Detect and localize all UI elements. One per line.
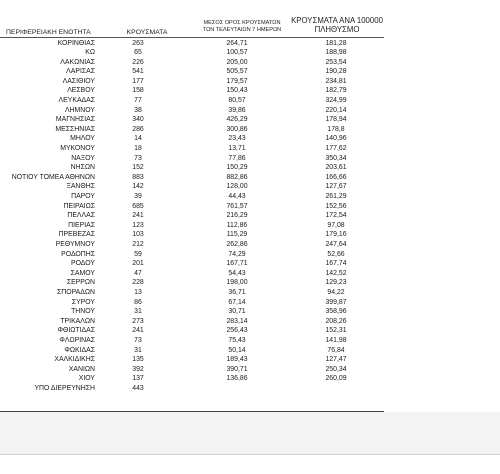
- table-row: [0, 154, 400, 164]
- per100k-cell: 178,8: [327, 125, 345, 133]
- cases-cell: 77: [134, 97, 142, 105]
- region-cell: ΠΕΛΛΑΣ: [67, 212, 95, 220]
- avg-cell: 75,43: [228, 336, 246, 344]
- cases-cell: 47: [134, 269, 142, 277]
- per100k-cell: 261,29: [325, 193, 347, 200]
- cases-cell: 142: [132, 183, 144, 191]
- cases-cell: 226: [132, 58, 144, 66]
- table-row: [0, 192, 400, 202]
- table-row: [0, 269, 400, 279]
- header-cases: ΚΡΟΥΣΜΑΤΑ: [126, 29, 168, 36]
- table-row: [0, 221, 400, 231]
- avg-cell: 30,71: [228, 308, 246, 316]
- per100k-cell: 167,74: [325, 260, 347, 268]
- region-cell: ΦΛΩΡΙΝΑΣ: [59, 336, 95, 344]
- table-row: [0, 288, 400, 298]
- region-cell: ΜΑΓΝΗΣΙΑΣ: [55, 116, 95, 124]
- region-cell: ΞΑΝΘΗΣ: [66, 183, 95, 191]
- region-cell: ΣΕΡΡΩΝ: [66, 279, 95, 287]
- cases-cell: 685: [132, 202, 144, 210]
- avg-cell: 505,57: [226, 68, 248, 76]
- cases-cell: 13: [134, 288, 142, 296]
- per100k-cell: 142,52: [325, 269, 347, 277]
- cases-cell: 65: [134, 49, 142, 57]
- table-row: [0, 202, 400, 212]
- per100k-cell: 358,96: [325, 308, 347, 316]
- cases-cell: 38: [134, 106, 142, 114]
- header-region: ΠΕΡΙΦΕΡΕΙΑΚΗ ΕΝΟΤΗΤΑ: [6, 29, 91, 36]
- cases-cell: 137: [132, 375, 144, 383]
- region-cell: ΜΗΛΟΥ: [70, 135, 95, 143]
- per100k-cell: 129,23: [325, 279, 347, 287]
- table-row: [0, 326, 400, 336]
- cases-cell: 201: [132, 260, 144, 268]
- cases-cell: 14: [134, 135, 142, 143]
- avg-cell: 390,71: [226, 365, 248, 373]
- table-row: [0, 355, 400, 365]
- per100k-cell: 250,34: [325, 365, 347, 373]
- cases-cell: 273: [132, 317, 144, 325]
- per100k-cell: 97,08: [327, 221, 345, 229]
- region-cell: ΝΑΞΟΥ: [71, 154, 95, 162]
- region-cell: ΠΙΕΡΙΑΣ: [68, 221, 95, 229]
- region-cell: ΛΗΜΝΟΥ: [64, 106, 95, 114]
- per100k-cell: 399,87: [325, 298, 347, 306]
- region-cell: ΡΟΔΟΥ: [70, 260, 95, 268]
- table-header: [0, 16, 500, 38]
- per100k-cell: 127,67: [325, 183, 347, 191]
- cases-cell: 241: [132, 327, 144, 335]
- region-cell: ΛΑΚΩΝΙΑΣ: [60, 58, 95, 66]
- table-row: [0, 163, 400, 173]
- cases-cell: 31: [134, 346, 142, 354]
- region-cell: ΜΥΚΟΝΟΥ: [60, 145, 95, 153]
- avg-cell: 13,71: [228, 145, 246, 153]
- table-row: [0, 307, 400, 317]
- avg-cell: 112,86: [226, 221, 248, 229]
- region-cell: ΛΑΡΙΣΑΣ: [66, 68, 95, 76]
- avg-cell: 256,43: [226, 327, 248, 335]
- region-cell: ΠΕΙΡΑΙΩΣ: [63, 202, 95, 210]
- region-cell: ΤΗΝΟΥ: [71, 308, 95, 316]
- cases-cell: 158: [132, 87, 144, 95]
- avg-cell: 77,86: [228, 154, 246, 162]
- per100k-cell: 127,47: [325, 356, 347, 364]
- avg-cell: 198,00: [226, 279, 248, 287]
- cases-cell: 73: [134, 336, 142, 344]
- table-row: [0, 134, 400, 144]
- header-per100k-line1: ΚΡΟΥΣΜΑΤΑ ΑΝΑ 100000: [291, 16, 383, 25]
- region-cell: ΦΘΙΩΤΙΔΑΣ: [57, 327, 95, 335]
- per100k-cell: 52,66: [327, 250, 345, 258]
- region-cell: ΝΗΣΩΝ: [70, 164, 95, 172]
- region-cell: ΛΕΥΚΑΔΑΣ: [58, 97, 95, 105]
- table-row: [0, 250, 400, 260]
- region-cell: ΛΕΣΒΟΥ: [67, 87, 95, 95]
- table-row: [0, 346, 400, 356]
- table-row: [0, 374, 400, 384]
- avg-cell: 74,29: [228, 250, 246, 258]
- table-row: [0, 39, 400, 49]
- per100k-cell: 188,98: [325, 49, 347, 57]
- avg-cell: 882,86: [226, 173, 248, 181]
- avg-cell: 150,29: [226, 164, 248, 172]
- table-row: [0, 48, 400, 58]
- per100k-cell: 324,99: [325, 97, 347, 105]
- table-row: [0, 96, 400, 106]
- region-cell: ΠΑΡΟΥ: [71, 193, 95, 200]
- avg-cell: 39,86: [228, 106, 246, 114]
- avg-cell: 136,86: [226, 375, 248, 383]
- per100k-cell: 190,28: [325, 68, 347, 76]
- table-row: [0, 182, 400, 192]
- avg-cell: 300,86: [226, 125, 248, 133]
- avg-cell: 80,57: [228, 97, 246, 105]
- cases-cell: 392: [132, 365, 144, 373]
- avg-cell: 264,71: [226, 39, 248, 47]
- cases-cell: 123: [132, 221, 144, 229]
- cases-cell: 883: [132, 173, 144, 181]
- per100k-cell: 94,22: [327, 288, 345, 296]
- region-cell: ΚΟΡΙΝΘΙΑΣ: [57, 39, 95, 47]
- avg-cell: 54,43: [228, 269, 246, 277]
- cases-cell: 73: [134, 154, 142, 162]
- region-cell: ΧΑΛΚΙΔΙΚΗΣ: [54, 356, 95, 364]
- per100k-cell: 177,62: [325, 145, 347, 153]
- cases-cell: 31: [134, 308, 142, 316]
- region-cell: ΣΑΜΟΥ: [70, 269, 95, 277]
- per100k-cell: 166,66: [325, 173, 347, 181]
- avg-cell: 426,29: [226, 116, 248, 124]
- table-row: [0, 211, 400, 221]
- cases-cell: 86: [134, 298, 142, 306]
- table-row: [0, 298, 400, 308]
- table-row: [0, 144, 400, 154]
- avg-cell: 216,29: [226, 212, 248, 220]
- cases-cell: 39: [134, 193, 142, 200]
- avg-cell: 36,71: [228, 288, 246, 296]
- table-row: [0, 86, 400, 96]
- table-body: [0, 39, 400, 394]
- cases-cell: 228: [132, 279, 144, 287]
- header-avg: [196, 20, 288, 34]
- cases-cell: 443: [132, 384, 144, 392]
- avg-cell: 179,57: [226, 77, 248, 85]
- cases-cell: 286: [132, 125, 144, 133]
- per100k-cell: 247,64: [325, 240, 347, 248]
- table-row: [0, 278, 400, 288]
- region-cell: ΡΟΔΟΠΗΣ: [61, 250, 95, 258]
- region-cell: ΧΑΝΙΩΝ: [68, 365, 95, 373]
- region-cell: ΥΠΟ ΔΙΕΡΕΥΝΗΣΗ: [34, 384, 95, 392]
- per100k-cell: 182,79: [325, 87, 347, 95]
- header-per100k-line2: ΠΛΗΘΥΣΜΟ: [314, 24, 360, 34]
- cases-cell: 340: [132, 116, 144, 124]
- per100k-cell: 234,81: [325, 77, 347, 85]
- header-per100k: [282, 17, 392, 34]
- per100k-cell: 179,16: [325, 231, 347, 239]
- cases-cell: 135: [132, 356, 144, 364]
- region-cell: ΡΕΘΥΜΝΟΥ: [55, 240, 95, 248]
- region-cell: ΧΙΟΥ: [78, 375, 95, 383]
- per100k-cell: 208,26: [325, 317, 347, 325]
- table-row: [0, 384, 400, 394]
- region-cell: ΣΥΡΟΥ: [71, 298, 95, 306]
- region-cell: ΤΡΙΚΑΛΩΝ: [60, 317, 95, 325]
- table-row: [0, 77, 400, 87]
- per100k-cell: 220,14: [325, 106, 347, 114]
- table-row: [0, 317, 400, 327]
- avg-cell: 100,57: [226, 49, 248, 57]
- avg-cell: 44,43: [228, 193, 246, 200]
- avg-cell: 262,86: [226, 240, 248, 248]
- footer-divider: [0, 454, 500, 455]
- region-cell: ΠΡΕΒΕΖΑΣ: [58, 231, 95, 239]
- table-row: [0, 336, 400, 346]
- per100k-cell: 178,94: [325, 116, 347, 124]
- region-cell: ΚΩ: [85, 49, 95, 57]
- per100k-cell: 172,54: [325, 212, 347, 220]
- table-row: [0, 115, 400, 125]
- header-avg-line2: ΤΩΝ ΤΕΛΕΥΤΑΙΩΝ 7 ΗΜΕΡΩΝ: [202, 27, 282, 33]
- per100k-cell: 140,96: [325, 135, 347, 143]
- avg-cell: 115,29: [226, 231, 248, 239]
- cases-cell: 177: [132, 77, 144, 85]
- per100k-cell: 181,28: [325, 39, 347, 47]
- avg-cell: 23,43: [228, 135, 246, 143]
- per100k-cell: 152,56: [325, 202, 347, 210]
- avg-cell: 67,14: [228, 298, 246, 306]
- per100k-cell: 253,54: [325, 58, 347, 66]
- cases-cell: 541: [132, 68, 144, 76]
- region-cell: ΝΟΤΙΟΥ ΤΟΜΕΑ ΑΘΗΝΩΝ: [11, 173, 95, 181]
- table-row: [0, 58, 400, 68]
- cases-cell: 18: [134, 145, 142, 153]
- footer-area: [0, 412, 500, 454]
- table-row: [0, 259, 400, 269]
- table-row: [0, 106, 400, 116]
- cases-cell: 59: [134, 250, 142, 258]
- region-cell: ΣΠΟΡΑΔΩΝ: [56, 288, 95, 296]
- cases-cell: 103: [132, 231, 144, 239]
- per100k-cell: 152,31: [325, 327, 347, 335]
- cases-cell: 241: [132, 212, 144, 220]
- per100k-cell: 76,84: [327, 346, 345, 354]
- cases-cell: 152: [132, 164, 144, 172]
- per100k-cell: 141,98: [325, 336, 347, 344]
- table-row: [0, 173, 400, 183]
- avg-cell: 128,00: [226, 183, 248, 191]
- region-cell: ΦΩΚΙΔΑΣ: [64, 346, 95, 354]
- per100k-cell: 203,61: [325, 164, 347, 172]
- table-row: [0, 365, 400, 375]
- table-row: [0, 230, 400, 240]
- avg-cell: 50,14: [228, 346, 246, 354]
- header-avg-line1: ΜΕΣΟΣ ΟΡΟΣ ΚΡΟΥΣΜΑΤΩΝ: [203, 20, 281, 26]
- avg-cell: 167,71: [226, 260, 248, 268]
- cases-cell: 263: [132, 39, 144, 47]
- per100k-cell: 350,34: [325, 154, 347, 162]
- per100k-cell: 260,09: [325, 375, 347, 383]
- region-cell: ΜΕΣΣΗΝΙΑΣ: [55, 125, 95, 133]
- region-cell: ΛΑΣΙΘΙΟΥ: [62, 77, 95, 85]
- table-row: [0, 67, 400, 77]
- avg-cell: 205,00: [226, 58, 248, 66]
- avg-cell: 189,43: [226, 356, 248, 364]
- table-row: [0, 125, 400, 135]
- avg-cell: 283,14: [226, 317, 248, 325]
- avg-cell: 761,57: [226, 202, 248, 210]
- table-row: [0, 240, 400, 250]
- cases-cell: 212: [132, 240, 144, 248]
- avg-cell: 150,43: [226, 87, 248, 95]
